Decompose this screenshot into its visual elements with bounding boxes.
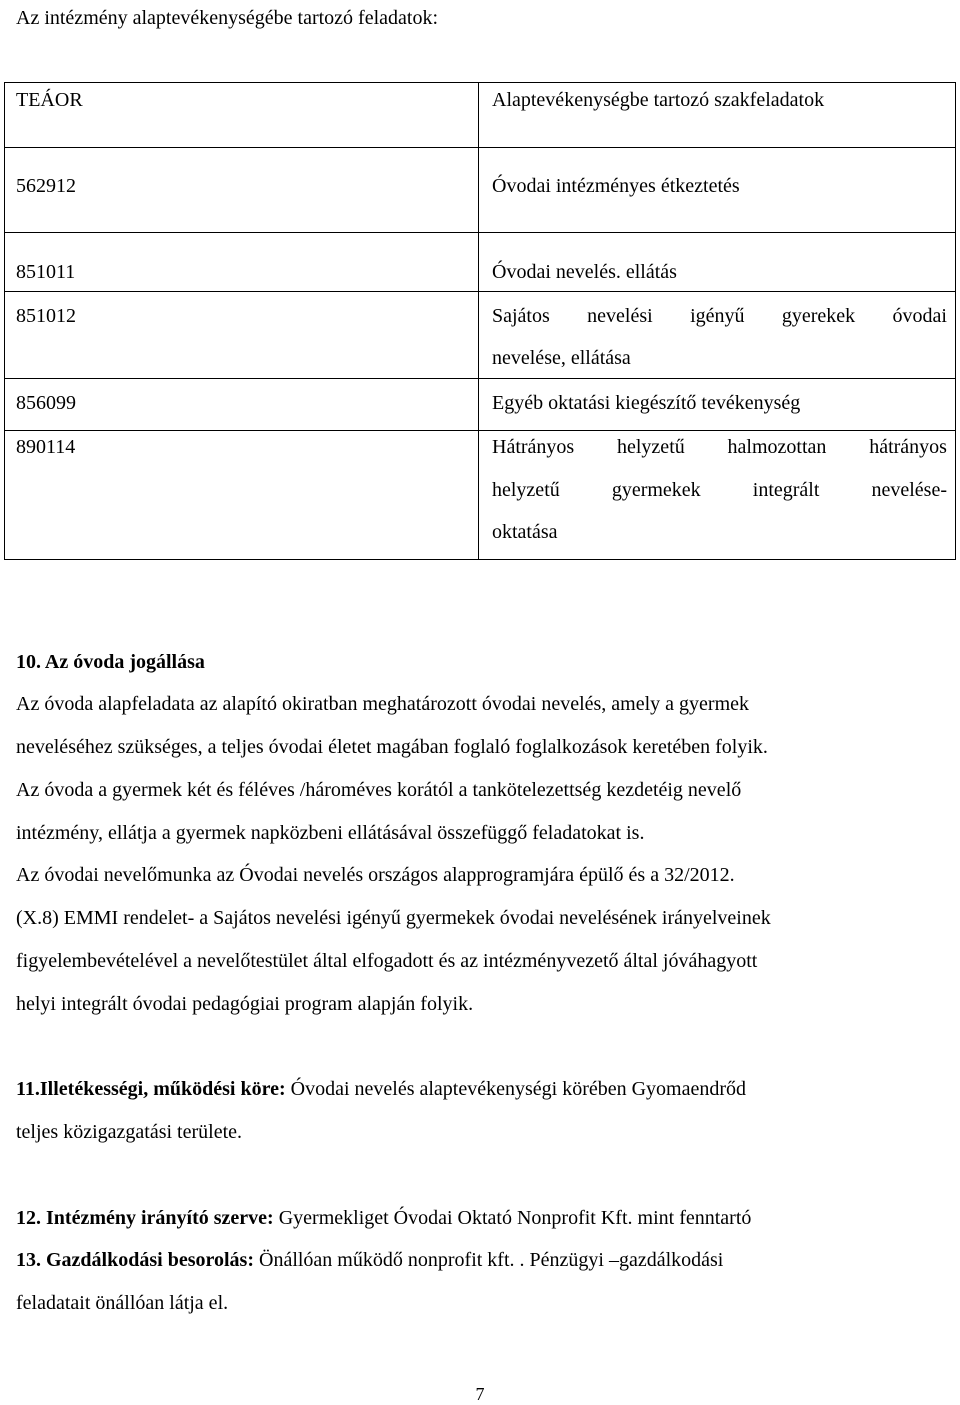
- word: helyzetű: [492, 479, 560, 501]
- table-cell-desc-line: [492, 478, 947, 502]
- section-12-text: Gyermekliget Óvodai Oktató Nonprofit Kft. mint fenntartó: [273, 1207, 752, 1229]
- table-column-divider: [478, 82, 479, 560]
- section-11-line: [16, 1077, 746, 1101]
- table-row-divider: [4, 147, 956, 148]
- table-cell-desc: [492, 435, 947, 459]
- table-cell-desc: Óvodai nevelés. ellátás: [492, 261, 677, 283]
- section-11-line: teljes közigazgatási területe.: [16, 1121, 243, 1143]
- word: nevelése-: [871, 479, 947, 501]
- word: óvodai: [892, 305, 947, 327]
- table-cell-code: 562912: [16, 175, 76, 197]
- word: gyermekek: [611, 479, 701, 501]
- table-header-desc: Alaptevékenységbe tartozó szakfeladatok: [492, 89, 825, 111]
- section-13-text: Önállóan működő nonprofit kft. . Pénzügyi –gazdálkodási: [254, 1249, 724, 1271]
- table-row-divider: [4, 232, 956, 233]
- section-11-label: 11.Illetékességi, működési köre:: [16, 1078, 286, 1100]
- table-cell-desc-line: nevelése, ellátása: [492, 347, 631, 369]
- word: gyerekek: [781, 305, 856, 327]
- word: integrált: [752, 479, 820, 501]
- section-11-text: Óvodai nevelés alaptevékenységi körében Gyomaendrőd: [285, 1078, 747, 1100]
- section-12-label: 12. Intézmény irányító szerve:: [16, 1207, 274, 1229]
- table-cell-desc: Óvodai intézményes étkeztetés: [492, 175, 740, 197]
- table-cell-code: 856099: [16, 392, 76, 414]
- section-10-line: helyi integrált óvodai pedagógiai program alapján folyik.: [16, 993, 474, 1015]
- section-10-line: Az óvoda a gyermek két és féléves /hároméves korától a tankötelezettség kezdetéig nevelő: [16, 779, 742, 801]
- section-10-line: intézmény, ellátja a gyermek napközbeni ellátásával összefüggő feladatokat is.: [16, 822, 645, 844]
- section-12-line: [16, 1206, 751, 1230]
- section-10-line: neveléséhez szükséges, a teljes óvodai életet magában foglaló foglalkozások keretében folyik.: [16, 736, 768, 758]
- table-cell-desc: Egyéb oktatási kiegészítő tevékenység: [492, 392, 801, 414]
- section-10-line: (X.8) EMMI rendelet- a Sajátos nevelési igényű gyermekek óvodai nevelésének irányelveinek: [16, 907, 771, 929]
- word: igényű: [690, 305, 745, 327]
- table-row-divider: [4, 291, 956, 292]
- section-13-line: [16, 1248, 723, 1272]
- word: Hátrányos: [492, 436, 575, 458]
- section-10-line: Az óvoda alapfeladata az alapító okiratban meghatározott óvodai nevelés, amely a gyermek: [16, 693, 750, 715]
- section-13-label: 13. Gazdálkodási besorolás:: [16, 1249, 254, 1271]
- section-10-line: Az óvodai nevelőmunka az Óvodai nevelés országos alapprogramjára épülő és a 32/2012.: [16, 864, 735, 886]
- table-cell-desc: [492, 304, 947, 328]
- table-cell-desc-line: oktatása: [492, 521, 558, 543]
- section-10-title: 10. Az óvoda jogállása: [16, 651, 205, 673]
- table-cell-code: 851012: [16, 305, 76, 327]
- section-13-line: feladatait önállóan látja el.: [16, 1292, 229, 1314]
- word: helyzetű: [617, 436, 685, 458]
- page-number: 7: [475, 1384, 485, 1404]
- table-header-code: TEÁOR: [16, 89, 83, 111]
- word: hátrányos: [869, 436, 947, 458]
- table-row-divider: [4, 430, 956, 431]
- page-heading: Az intézmény alaptevékenységébe tartozó feladatok:: [16, 7, 439, 29]
- word: Sajátos: [492, 305, 550, 327]
- word: nevelési: [587, 305, 653, 327]
- table-row-divider: [4, 378, 956, 379]
- word: halmozottan: [727, 436, 827, 458]
- section-10-line: figyelembevételével a nevelőtestület által elfogadott és az intézményvezető által jóváhagyott: [16, 950, 758, 972]
- table-cell-code: 851011: [16, 261, 76, 283]
- table-cell-code: 890114: [16, 436, 76, 458]
